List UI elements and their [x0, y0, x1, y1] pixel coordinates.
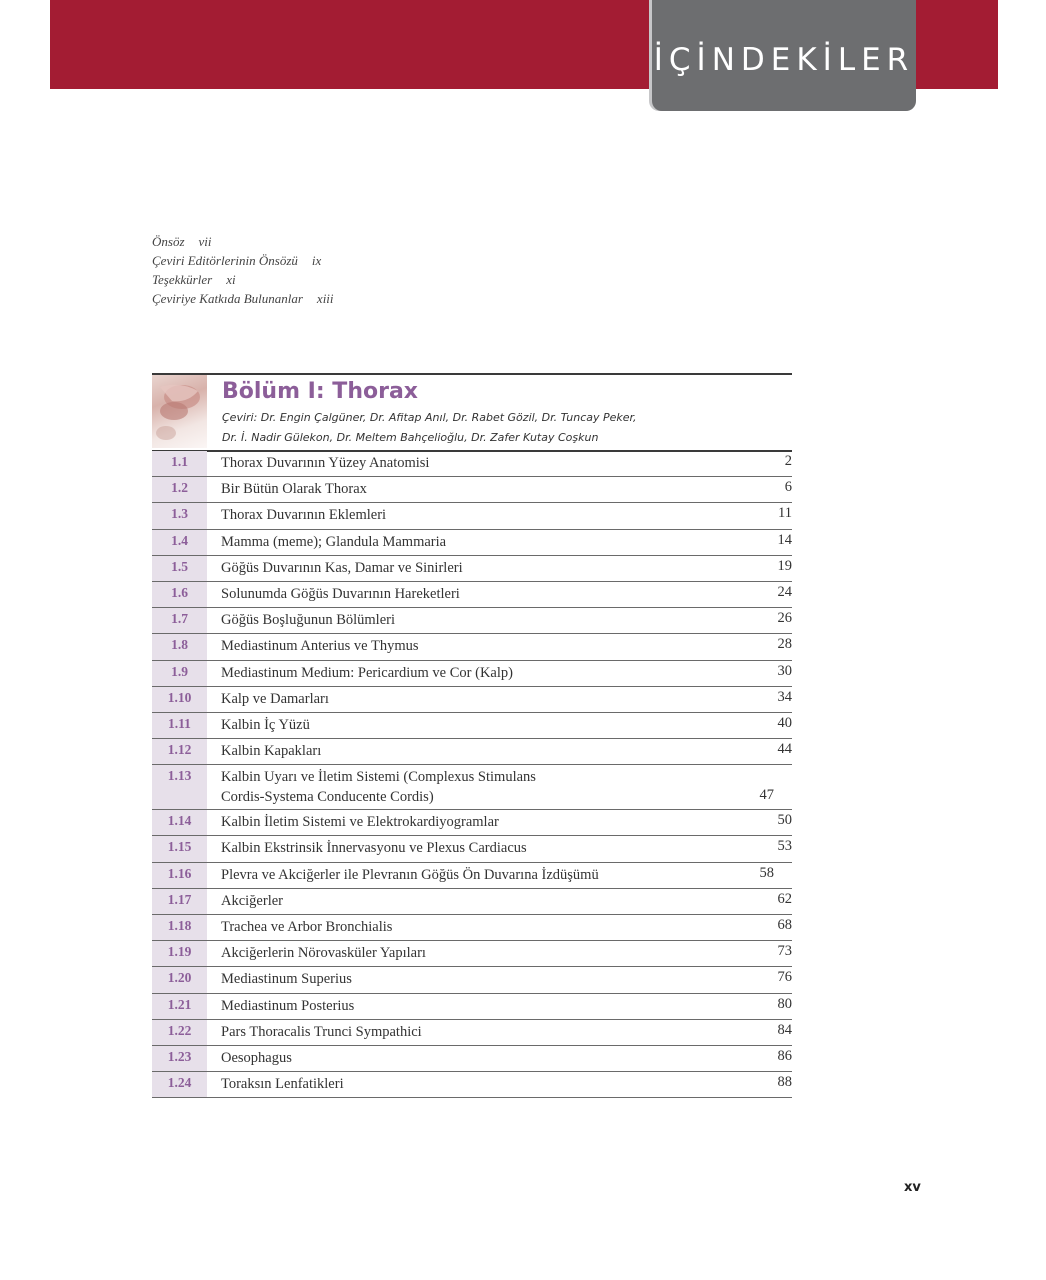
- toc-page: 28: [777, 636, 792, 653]
- toc-page: 30: [777, 662, 792, 679]
- toc-row[interactable]: [152, 634, 792, 660]
- toc-page: 68: [777, 917, 792, 933]
- toc-row[interactable]: [152, 1046, 792, 1072]
- toc-title-line: Cordis-Systema Conducente Cordis): [221, 789, 434, 806]
- part-title: Bölüm I: Thorax: [222, 379, 418, 404]
- part-credits: [222, 408, 782, 448]
- toc-number: 1.20: [152, 967, 207, 992]
- toc-title: Kalbin İç Yüzü: [221, 716, 310, 733]
- toc-title: Toraksın Lenfatikleri: [221, 1076, 344, 1093]
- toc-number: 1.24: [152, 1072, 207, 1097]
- toc-title: Göğüs Duvarının Kas, Damar ve Sinirleri: [221, 559, 463, 576]
- toc-page: 80: [777, 995, 792, 1012]
- toc-title: Göğüs Boşluğunun Bölümleri: [221, 612, 396, 629]
- toc-row[interactable]: [152, 477, 792, 503]
- toc-page: 76: [777, 969, 792, 986]
- page-title: İÇİNDEKİLER: [653, 42, 915, 78]
- toc-number: 1.23: [152, 1046, 207, 1071]
- toc-number: 1.10: [152, 687, 207, 712]
- toc-row[interactable]: [152, 889, 792, 915]
- toc-title: Pars Thoracalis Trunci Sympathici: [221, 1023, 422, 1040]
- toc-row[interactable]: [152, 556, 792, 582]
- toc-number: 1.22: [152, 1020, 207, 1045]
- part-header: [152, 373, 792, 452]
- toc-title: Thorax Duvarının Yüzey Anatomisi: [221, 455, 430, 471]
- toc-row[interactable]: [152, 1072, 792, 1098]
- toc-title: Kalbin Kapakları: [221, 743, 322, 760]
- toc-page: 58: [759, 864, 774, 881]
- toc-row[interactable]: [152, 687, 792, 713]
- toc-page: 73: [777, 943, 792, 960]
- toc-number: 1.8: [152, 634, 207, 659]
- toc-page: 34: [777, 688, 792, 705]
- toc-number: 1.5: [152, 556, 207, 581]
- toc-number: 1.13: [152, 765, 207, 809]
- toc-row[interactable]: [152, 1020, 792, 1046]
- toc-page: 62: [777, 890, 792, 907]
- front-matter-item[interactable]: Çeviriye Katkıda Bulunanlar xiii: [152, 291, 334, 306]
- toc-number: 1.2: [152, 477, 207, 502]
- toc-row[interactable]: [152, 739, 792, 765]
- toc-page: 11: [778, 505, 792, 522]
- toc-title: Kalp ve Damarları: [221, 690, 329, 707]
- toc-page: 40: [777, 714, 792, 731]
- toc-title: Mediastinum Anterius ve Thymus: [221, 638, 419, 655]
- toc-page: 6: [784, 479, 792, 496]
- toc-row[interactable]: [152, 836, 792, 862]
- toc-page: 53: [777, 838, 792, 855]
- toc-row[interactable]: [152, 967, 792, 993]
- toc-number: 1.9: [152, 661, 207, 686]
- toc-title: Thorax Duvarının Eklemleri: [221, 507, 387, 524]
- toc-title: Akciğerlerin Nörovasküler Yapıları: [221, 945, 426, 962]
- toc-number: 1.7: [152, 608, 207, 633]
- toc-number: 1.14: [152, 810, 207, 835]
- front-matter-item[interactable]: Çeviri Editörlerinin Önsözü ix: [152, 253, 322, 268]
- toc-title: Trachea ve Arbor Bronchialis: [221, 919, 393, 935]
- anatomy-thumbnail-image: [152, 375, 207, 448]
- toc-row[interactable]: [152, 503, 792, 529]
- toc-row[interactable]: [152, 810, 792, 836]
- toc-page: 2: [784, 453, 792, 469]
- toc-number: 1.17: [152, 889, 207, 914]
- toc-row[interactable]: [152, 608, 792, 634]
- front-matter-item[interactable]: Önsöz vii: [152, 234, 212, 249]
- anatomy-thumbnail-icon: [152, 375, 207, 448]
- toc-number: 1.11: [152, 713, 207, 738]
- credits-line: Dr. İ. Nadir Gülekon, Dr. Meltem Bahçelioğlu, Dr. Zafer Kutay Coşkun: [222, 431, 599, 444]
- toc-page: 50: [777, 812, 792, 829]
- toc-title: Mediastinum Superius: [221, 971, 352, 988]
- toc-row[interactable]: [152, 530, 792, 556]
- toc-number: 1.3: [152, 503, 207, 528]
- toc-row[interactable]: [152, 661, 792, 687]
- toc-page: 14: [777, 531, 792, 548]
- toc-title: Bir Bütün Olarak Thorax: [221, 481, 367, 498]
- toc-title: Kalbin Ekstrinsik İnnervasyonu ve Plexus Cardiacus: [221, 840, 527, 857]
- toc-title: Akciğerler: [221, 892, 283, 909]
- toc-row[interactable]: [152, 451, 792, 477]
- toc-title: Kalbin İletim Sistemi ve Elektrokardiyogramlar: [221, 814, 499, 831]
- toc-row[interactable]: [152, 915, 792, 941]
- toc-number: 1.21: [152, 994, 207, 1019]
- toc-row[interactable]: [152, 941, 792, 967]
- toc-page: 24: [777, 583, 792, 600]
- toc-number: 1.12: [152, 739, 207, 764]
- toc-row[interactable]: [152, 765, 792, 810]
- toc-number: 1.4: [152, 530, 207, 555]
- toc-number: 1.16: [152, 863, 207, 888]
- title-tab: [652, 0, 916, 111]
- front-matter-list: [152, 232, 334, 308]
- toc-row[interactable]: [152, 582, 792, 608]
- toc-row[interactable]: [152, 713, 792, 739]
- toc-row[interactable]: [152, 994, 792, 1020]
- credits-line: Çeviri: Dr. Engin Çalgüner, Dr. Afitap Anıl, Dr. Rabet Gözil, Dr. Tuncay Peker,: [222, 411, 637, 424]
- toc-row[interactable]: [152, 863, 792, 889]
- toc-number: 1.1: [152, 451, 207, 476]
- toc-number: 1.6: [152, 582, 207, 607]
- toc-title: Mediastinum Medium: Pericardium ve Cor (Kalp): [221, 664, 513, 681]
- toc-page: 44: [777, 741, 792, 758]
- toc-page: 88: [777, 1074, 792, 1091]
- toc-title-line: Kalbin Uyarı ve İletim Sistemi (Complexus Stimulans: [221, 769, 536, 786]
- toc-number: 1.18: [152, 915, 207, 940]
- toc-list: [152, 451, 792, 1098]
- toc-title: Oesophagus: [221, 1049, 292, 1066]
- toc-page: 26: [777, 610, 792, 627]
- page-number: xv: [904, 1180, 921, 1195]
- toc-title: Solunumda Göğüs Duvarının Hareketleri: [221, 585, 460, 602]
- toc-title: Plevra ve Akciğerler ile Plevranın Göğüs Ön Duvarına İzdüşümü: [221, 866, 599, 883]
- toc-number: 1.15: [152, 836, 207, 861]
- toc-page: 47: [759, 787, 774, 804]
- front-matter-item[interactable]: Teşekkürler xi: [152, 272, 236, 287]
- toc-page: 19: [777, 557, 792, 574]
- toc-page: 84: [777, 1021, 792, 1038]
- toc-title: Mamma (meme); Glandula Mammaria: [221, 533, 447, 550]
- toc-number: 1.19: [152, 941, 207, 966]
- toc-page: 86: [777, 1047, 792, 1064]
- toc-title: [207, 765, 724, 809]
- toc-title: Mediastinum Posterius: [221, 997, 355, 1014]
